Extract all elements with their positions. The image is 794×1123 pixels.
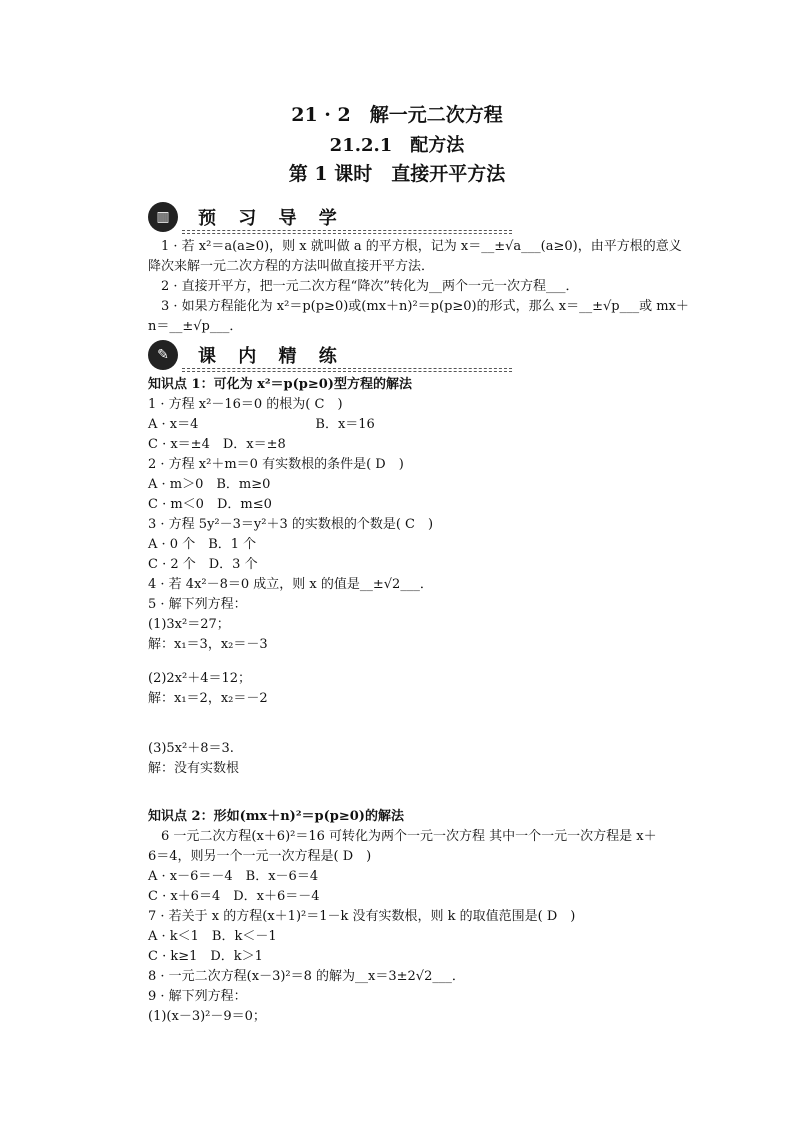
text-line: 2 · 直接开平方，把一元二次方程“降次”转化为__两个一元一次方程___． bbox=[148, 279, 579, 294]
knowledge-point-1: 知识点 1：可化为 x²＝p(p≥0)型方程的解法 bbox=[148, 377, 412, 392]
text-line: 3 · 方程 5y²－3＝y²＋3 的实数根的个数是( C ) bbox=[148, 517, 434, 532]
text-line: 解：没有实数根 bbox=[148, 761, 240, 776]
section-practice-header bbox=[148, 338, 368, 374]
text-line: (1)3x²＝27； bbox=[148, 617, 230, 632]
lesson-title: 21 · 2 解一元二次方程 bbox=[291, 104, 503, 126]
text-line: (3)5x²＋8＝3. bbox=[148, 741, 234, 756]
class-period-title: 第 1 课时 直接开平方法 bbox=[288, 163, 506, 185]
book-icon: ▥ bbox=[148, 202, 178, 232]
text-line: 解：x₁＝2，x₂＝－2 bbox=[148, 691, 268, 706]
text-line: 4 · 若 4x²－8＝0 成立，则 x 的值是__±√2___． bbox=[148, 577, 433, 592]
text-line: A · 0 个 B．1 个 bbox=[148, 537, 257, 552]
text-line: (2)2x²＋4＝12； bbox=[148, 671, 252, 686]
text-line: 解：x₁＝3，x₂＝－3 bbox=[148, 637, 268, 652]
text-line: C · x＋6＝4 D．x＋6＝－4 bbox=[148, 889, 320, 904]
text-line: C · x＝±4 D．x＝±8 bbox=[148, 437, 286, 452]
text-line: 9 · 解下列方程： bbox=[148, 989, 247, 1004]
text-line: 8 · 一元二次方程(x－3)²＝8 的解为__x＝3±2√2___． bbox=[148, 969, 465, 984]
text-line: 6＝4，则另一个一元一次方程是( D ) bbox=[148, 849, 372, 864]
text-line: 7 · 若关于 x 的方程(x＋1)²＝1－k 没有实数根，则 k 的取值范围是( D ) bbox=[148, 909, 576, 924]
text-line: C · k≥1 D．k＞1 bbox=[148, 949, 263, 964]
section-practice-label: 课 内 精 练 bbox=[198, 346, 345, 367]
text-line: 降次来解一元二次方程的方法叫做直接开平方法． bbox=[148, 259, 435, 274]
section-preview-header bbox=[148, 200, 368, 236]
text-line: 3 · 如果方程能化为 x²＝p(p≥0)或(mx＋n)²＝p(p≥0)的形式，那么 x＝__±√p___或 mx＋ bbox=[148, 299, 689, 314]
pencil-icon: ✎ bbox=[148, 340, 178, 370]
knowledge-point-2: 知识点 2：形如(mx＋n)²＝p(p≥0)的解法 bbox=[148, 809, 404, 824]
section-preview-label: 预 习 导 学 bbox=[198, 208, 345, 229]
text-line: C · m＜0 D．m≤0 bbox=[148, 497, 272, 512]
subsection-title: 21.2.1 配方法 bbox=[329, 135, 465, 156]
text-line: 2 · 方程 x²＋m＝0 有实数根的条件是( D ) bbox=[148, 457, 404, 472]
text-line: n＝__±√p___． bbox=[148, 319, 243, 334]
text-line: A · x＝4 B．x＝16 bbox=[148, 417, 375, 432]
text-line: A · x－6＝－4 B．x－6＝4 bbox=[148, 869, 319, 884]
text-line: (1)(x－3)²－9＝0； bbox=[148, 1009, 266, 1024]
text-line: A · m＞0 B．m≥0 bbox=[148, 477, 271, 492]
text-line: 6 一元二次方程(x＋6)²＝16 可转化为两个一元一次方程 其中一个一元一次方程是 x＋ bbox=[148, 829, 657, 844]
text-line: A · k＜1 B．k＜－1 bbox=[148, 929, 277, 944]
text-line: C · 2 个 D．3 个 bbox=[148, 557, 258, 572]
text-line: 1 · 若 x²＝a(a≥0)，则 x 就叫做 a 的平方根，记为 x＝__±√a___(a≥0)，由平方根的意义 bbox=[148, 239, 682, 254]
text-line: 1 · 方程 x²－16＝0 的根为( C ) bbox=[148, 397, 343, 412]
text-line: 5 · 解下列方程： bbox=[148, 597, 247, 612]
